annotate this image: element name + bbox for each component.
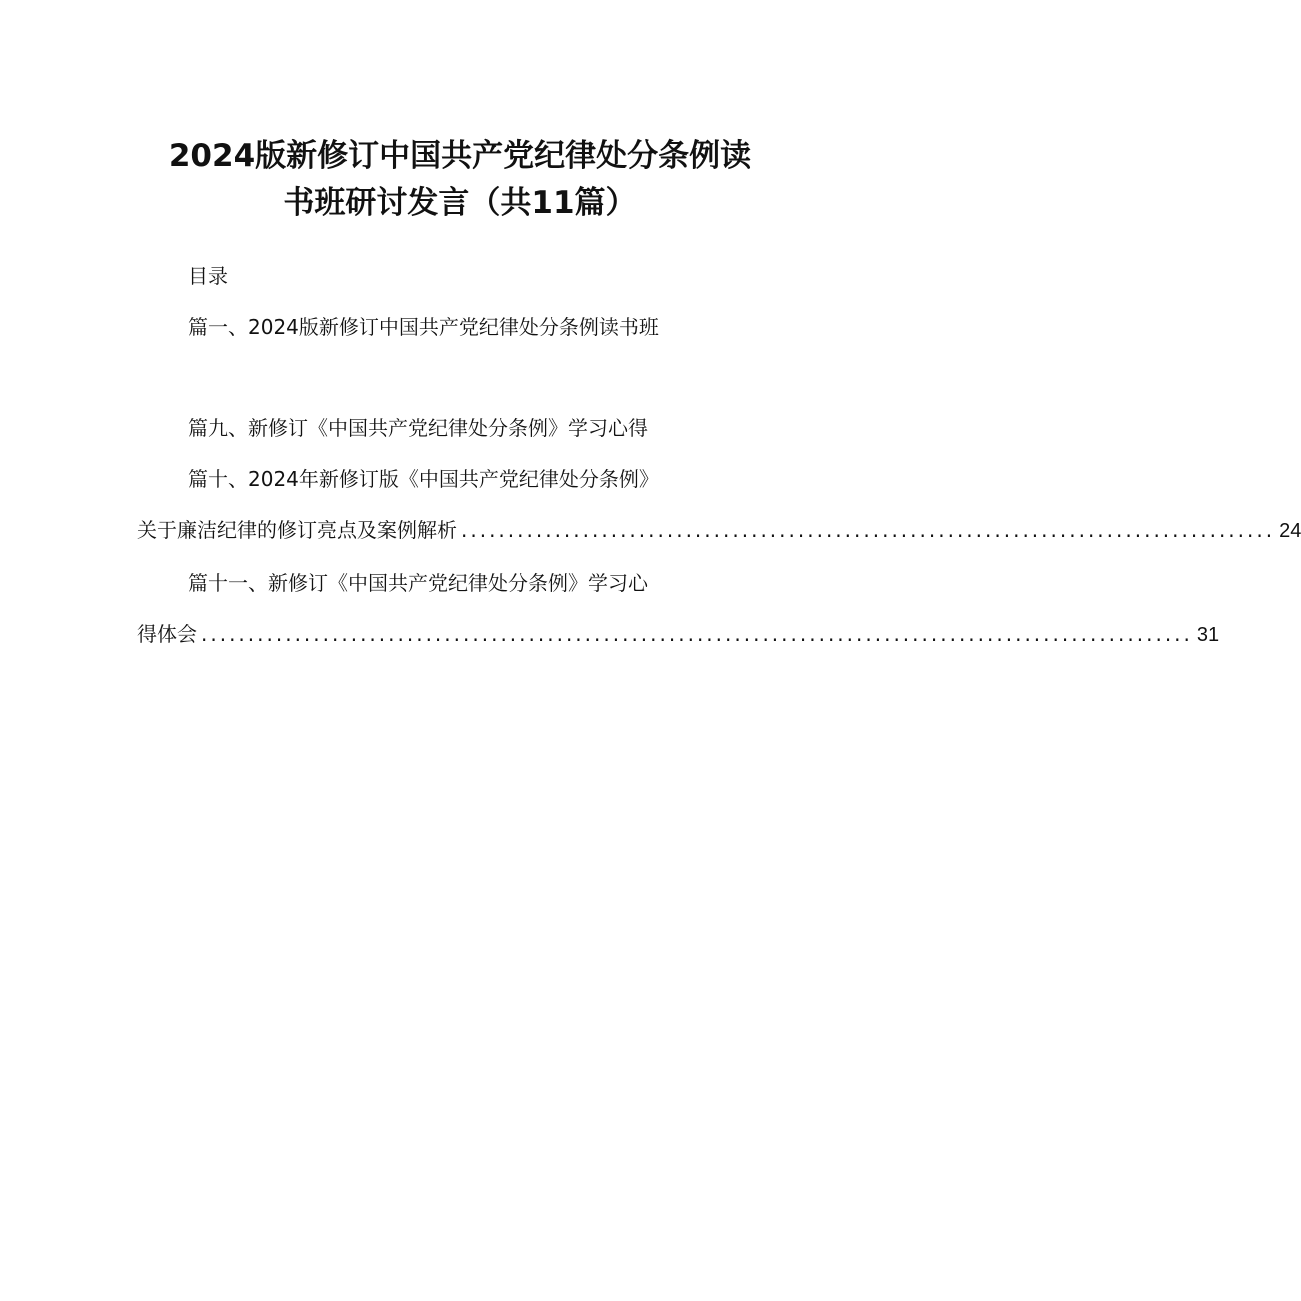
toc-heading: 目录 (188, 264, 228, 288)
toc-entry-10-text: 关于廉洁纪律的修订亮点及案例解析 (137, 518, 457, 542)
document-title-line-1: 2024版新修订中国共产党纪律处分条例读 (168, 138, 752, 174)
toc-entry-10-line-2[interactable] (137, 516, 1301, 544)
document-title-line-2: 书班研讨发言（共11篇） (283, 185, 637, 221)
toc-entry-11-text: 得体会 (137, 622, 197, 646)
dot-leader: .......................................................................................................... (201, 622, 1193, 646)
toc-entry-10-line-1[interactable]: 篇十、2024年新修订版《中国共产党纪律处分条例》 (188, 467, 659, 491)
toc-entry-11-line-2[interactable] (137, 620, 1220, 648)
dot-leader: ....................................................................................... (461, 518, 1276, 542)
toc-entry-1[interactable]: 篇一、2024版新修订中国共产党纪律处分条例读书班 (188, 315, 659, 339)
toc-entry-11-page-number: 31 (1196, 624, 1220, 646)
toc-entry-11-line-1[interactable]: 篇十一、新修订《中国共产党纪律处分条例》学习心 (188, 571, 648, 595)
toc-entry-9[interactable]: 篇九、新修订《中国共产党纪律处分条例》学习心得 (188, 416, 648, 440)
toc-entry-10-page-number: 24 (1279, 520, 1301, 542)
